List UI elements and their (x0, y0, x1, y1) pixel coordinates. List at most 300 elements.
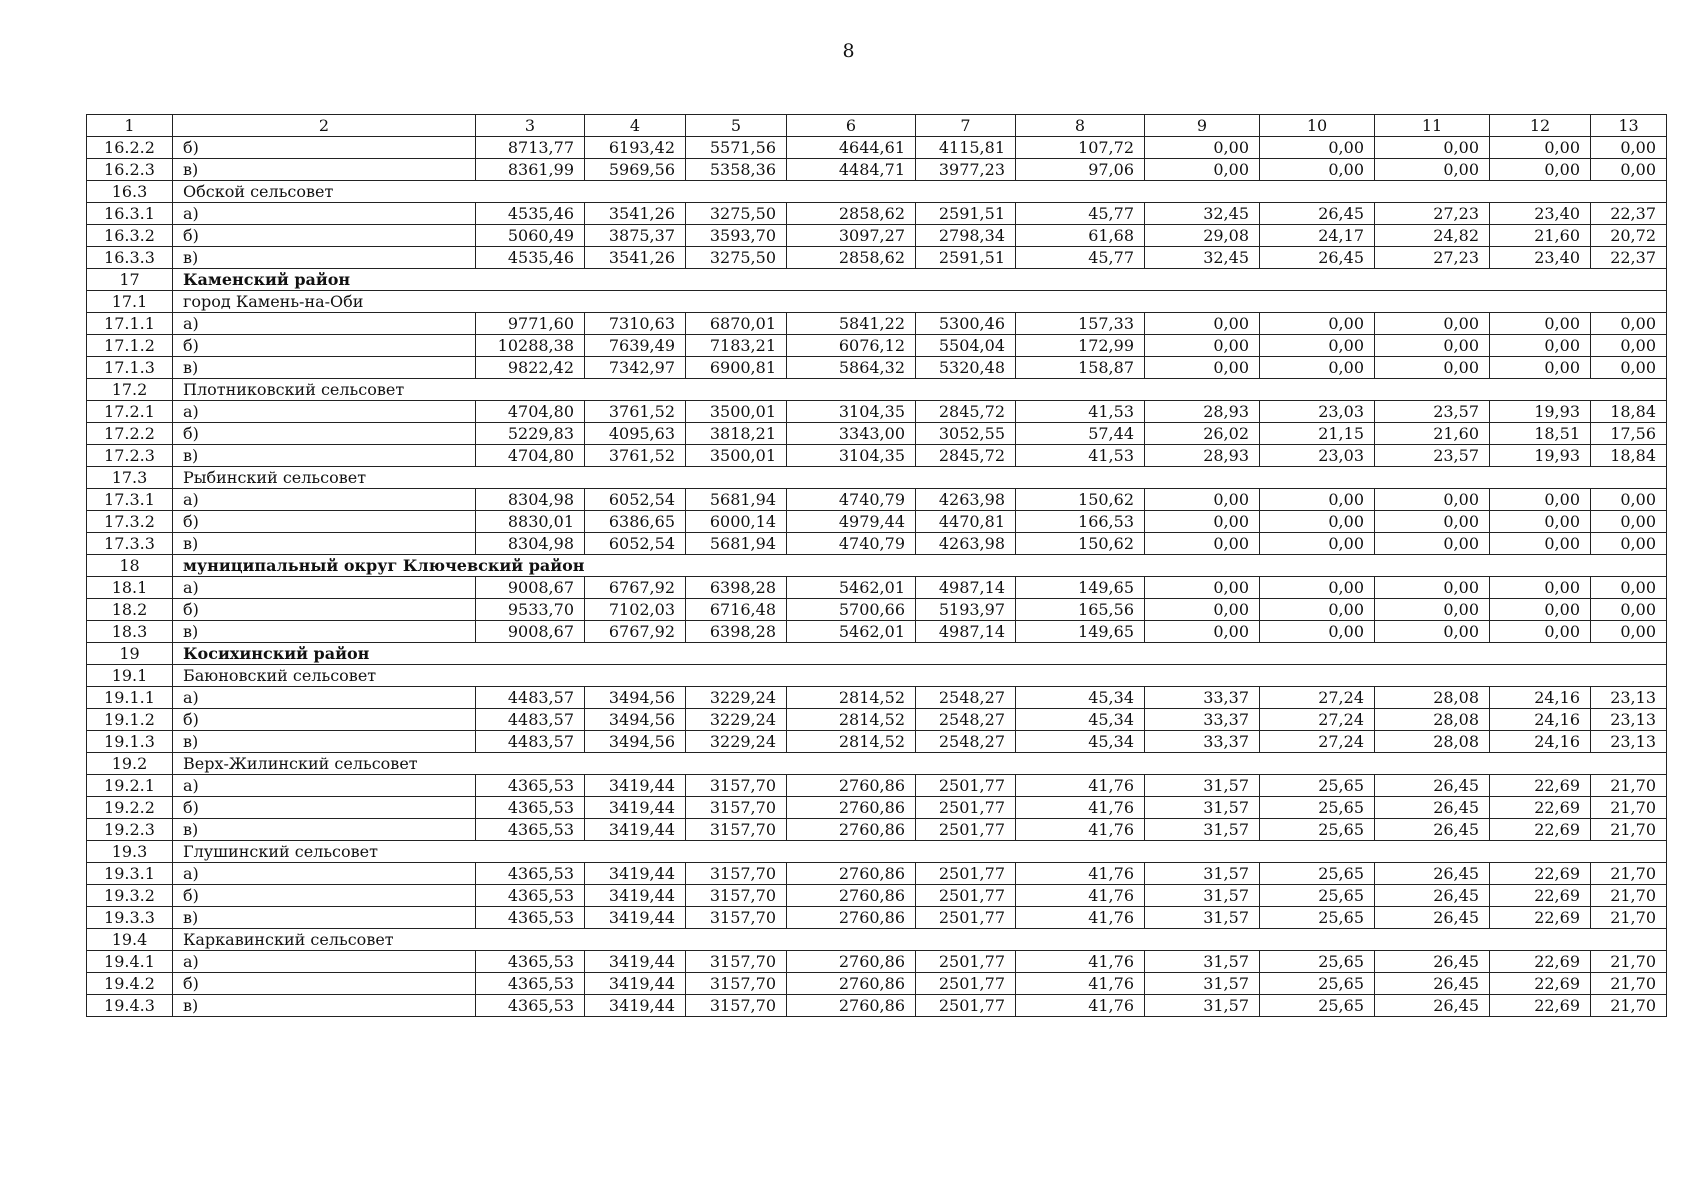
table-cell: 6052,54 (585, 489, 686, 511)
table-cell: 23,40 (1490, 203, 1591, 225)
column-header: 1 (87, 115, 173, 137)
column-header: 5 (686, 115, 787, 137)
row-variant: в) (173, 621, 476, 643)
table-cell: 2845,72 (916, 401, 1016, 423)
table-cell: 0,00 (1375, 137, 1490, 159)
row-variant: б) (173, 885, 476, 907)
table-cell: 27,24 (1260, 731, 1375, 753)
table-cell: 2814,52 (787, 687, 916, 709)
table-cell: 24,16 (1490, 731, 1591, 753)
table-cell: 0,00 (1490, 137, 1591, 159)
table-cell: 5300,46 (916, 313, 1016, 335)
table-cell: 0,00 (1591, 313, 1667, 335)
table-cell: 6398,28 (686, 577, 787, 599)
table-cell: 26,45 (1375, 797, 1490, 819)
table-row (87, 863, 1667, 885)
table-cell: 3761,52 (585, 401, 686, 423)
settlement-header-row (87, 753, 1667, 775)
table-cell: 0,00 (1591, 357, 1667, 379)
row-code: 19.3.2 (87, 885, 173, 907)
table-cell: 4987,14 (916, 577, 1016, 599)
row-code: 19.4 (87, 929, 173, 951)
table-cell: 0,00 (1591, 621, 1667, 643)
row-variant: б) (173, 423, 476, 445)
table-cell: 41,76 (1016, 775, 1145, 797)
table-cell: 0,00 (1260, 159, 1375, 181)
table-cell: 45,77 (1016, 247, 1145, 269)
settlement-title: Баюновский сельсовет (173, 665, 1667, 687)
table-cell: 7102,03 (585, 599, 686, 621)
table-cell: 3229,24 (686, 731, 787, 753)
table-cell: 2814,52 (787, 731, 916, 753)
table-cell: 3157,70 (686, 797, 787, 819)
row-variant: в) (173, 445, 476, 467)
table-cell: 23,03 (1260, 401, 1375, 423)
table-cell: 0,00 (1490, 313, 1591, 335)
table-cell: 0,00 (1375, 511, 1490, 533)
table-cell: 4644,61 (787, 137, 916, 159)
table-cell: 4115,81 (916, 137, 1016, 159)
row-variant: в) (173, 995, 476, 1017)
column-header: 6 (787, 115, 916, 137)
table-cell: 0,00 (1591, 511, 1667, 533)
table-cell: 0,00 (1490, 489, 1591, 511)
table-cell: 2760,86 (787, 885, 916, 907)
table-cell: 0,00 (1591, 577, 1667, 599)
table-cell: 0,00 (1375, 489, 1490, 511)
table-cell: 5504,04 (916, 335, 1016, 357)
table-cell: 21,70 (1591, 951, 1667, 973)
table-cell: 3097,27 (787, 225, 916, 247)
row-code: 19 (87, 643, 173, 665)
table-cell: 6900,81 (686, 357, 787, 379)
table-cell: 24,16 (1490, 709, 1591, 731)
table-cell: 0,00 (1145, 137, 1260, 159)
table-row (87, 599, 1667, 621)
table-cell: 2814,52 (787, 709, 916, 731)
column-header: 13 (1591, 115, 1667, 137)
table-cell: 3541,26 (585, 203, 686, 225)
table-cell: 7183,21 (686, 335, 787, 357)
table-cell: 19,93 (1490, 445, 1591, 467)
table-cell: 19,93 (1490, 401, 1591, 423)
table-cell: 57,44 (1016, 423, 1145, 445)
table-cell: 8304,98 (476, 489, 585, 511)
table-cell: 5969,56 (585, 159, 686, 181)
table-cell: 22,69 (1490, 995, 1591, 1017)
table-cell: 3419,44 (585, 775, 686, 797)
row-variant: а) (173, 577, 476, 599)
table-cell: 2501,77 (916, 973, 1016, 995)
table-cell: 31,57 (1145, 819, 1260, 841)
table-cell: 26,02 (1145, 423, 1260, 445)
table-cell: 3761,52 (585, 445, 686, 467)
table-cell: 5864,32 (787, 357, 916, 379)
table-cell: 0,00 (1591, 533, 1667, 555)
table-cell: 0,00 (1591, 335, 1667, 357)
row-code: 19.2.2 (87, 797, 173, 819)
table-cell: 9771,60 (476, 313, 585, 335)
table-cell: 25,65 (1260, 995, 1375, 1017)
table-cell: 0,00 (1490, 599, 1591, 621)
table-cell: 0,00 (1260, 621, 1375, 643)
table-cell: 26,45 (1375, 885, 1490, 907)
row-variant: а) (173, 203, 476, 225)
table-row (87, 357, 1667, 379)
table-cell: 166,53 (1016, 511, 1145, 533)
row-code: 19.4.2 (87, 973, 173, 995)
table-cell: 3494,56 (585, 709, 686, 731)
table-row (87, 401, 1667, 423)
table-cell: 45,34 (1016, 731, 1145, 753)
table-cell: 0,00 (1145, 533, 1260, 555)
row-code: 19.1 (87, 665, 173, 687)
table-cell: 4365,53 (476, 797, 585, 819)
table-cell: 41,76 (1016, 973, 1145, 995)
table-cell: 21,70 (1591, 973, 1667, 995)
table-cell: 0,00 (1145, 357, 1260, 379)
table-cell: 3419,44 (585, 907, 686, 929)
table-cell: 23,40 (1490, 247, 1591, 269)
table-cell: 21,70 (1591, 885, 1667, 907)
table-cell: 0,00 (1490, 511, 1591, 533)
table-row (87, 313, 1667, 335)
table-cell: 27,24 (1260, 687, 1375, 709)
table-cell: 26,45 (1375, 995, 1490, 1017)
table-cell: 0,00 (1375, 599, 1490, 621)
table-cell: 2858,62 (787, 247, 916, 269)
table-row (87, 951, 1667, 973)
table-cell: 2501,77 (916, 819, 1016, 841)
row-code: 17.1 (87, 291, 173, 313)
table-cell: 27,24 (1260, 709, 1375, 731)
district-title: Косихинский район (173, 643, 1667, 665)
column-header: 3 (476, 115, 585, 137)
table-cell: 0,00 (1260, 489, 1375, 511)
table-cell: 20,72 (1591, 225, 1667, 247)
table-row (87, 489, 1667, 511)
table-cell: 45,77 (1016, 203, 1145, 225)
table-cell: 4365,53 (476, 885, 585, 907)
settlement-title: город Камень-на-Оби (173, 291, 1667, 313)
table-cell: 5681,94 (686, 533, 787, 555)
table-cell: 28,93 (1145, 445, 1260, 467)
table-row (87, 247, 1667, 269)
table-cell: 27,23 (1375, 203, 1490, 225)
table-cell: 6076,12 (787, 335, 916, 357)
row-code: 17.1.1 (87, 313, 173, 335)
table-cell: 22,69 (1490, 951, 1591, 973)
table-cell: 2760,86 (787, 797, 916, 819)
table-cell: 23,57 (1375, 401, 1490, 423)
table-cell: 4483,57 (476, 687, 585, 709)
table-row (87, 137, 1667, 159)
row-code: 16.2.3 (87, 159, 173, 181)
settlement-header-row (87, 291, 1667, 313)
table-cell: 4704,80 (476, 401, 585, 423)
row-variant: в) (173, 731, 476, 753)
table-cell: 23,03 (1260, 445, 1375, 467)
table-cell: 22,69 (1490, 775, 1591, 797)
settlement-header-row (87, 181, 1667, 203)
table-row (87, 335, 1667, 357)
row-code: 16.2.2 (87, 137, 173, 159)
row-variant: а) (173, 687, 476, 709)
table-cell: 3157,70 (686, 973, 787, 995)
row-variant: б) (173, 335, 476, 357)
row-code: 17.3.1 (87, 489, 173, 511)
table-cell: 2760,86 (787, 995, 916, 1017)
table-cell: 6398,28 (686, 621, 787, 643)
page-number: 8 (842, 40, 855, 62)
table-cell: 18,84 (1591, 445, 1667, 467)
table-cell: 23,13 (1591, 709, 1667, 731)
table-cell: 41,76 (1016, 797, 1145, 819)
table-cell: 0,00 (1490, 621, 1591, 643)
table-row (87, 159, 1667, 181)
table-cell: 2548,27 (916, 709, 1016, 731)
row-variant: б) (173, 973, 476, 995)
table-cell: 33,37 (1145, 687, 1260, 709)
table-cell: 31,57 (1145, 973, 1260, 995)
table-cell: 3157,70 (686, 885, 787, 907)
table-cell: 4263,98 (916, 533, 1016, 555)
table-cell: 0,00 (1145, 159, 1260, 181)
row-code: 19.3.1 (87, 863, 173, 885)
table-cell: 31,57 (1145, 863, 1260, 885)
table-cell: 24,82 (1375, 225, 1490, 247)
table-cell: 22,69 (1490, 863, 1591, 885)
table-row (87, 533, 1667, 555)
table-cell: 31,57 (1145, 885, 1260, 907)
table-cell: 31,57 (1145, 995, 1260, 1017)
table-cell: 0,00 (1375, 335, 1490, 357)
table-cell: 0,00 (1260, 599, 1375, 621)
row-code: 19.1.1 (87, 687, 173, 709)
column-header: 12 (1490, 115, 1591, 137)
table-cell: 5060,49 (476, 225, 585, 247)
row-code: 16.3 (87, 181, 173, 203)
table-cell: 2760,86 (787, 819, 916, 841)
table-cell: 0,00 (1591, 137, 1667, 159)
table-cell: 4535,46 (476, 247, 585, 269)
table-cell: 4365,53 (476, 863, 585, 885)
table-cell: 0,00 (1260, 533, 1375, 555)
table-cell: 3157,70 (686, 995, 787, 1017)
table-cell: 21,15 (1260, 423, 1375, 445)
district-header-row (87, 555, 1667, 577)
table-cell: 9008,67 (476, 577, 585, 599)
table-cell: 29,08 (1145, 225, 1260, 247)
table-cell: 107,72 (1016, 137, 1145, 159)
table-row (87, 203, 1667, 225)
table-cell: 25,65 (1260, 775, 1375, 797)
settlement-header-row (87, 379, 1667, 401)
table-cell: 41,53 (1016, 445, 1145, 467)
table-cell: 22,37 (1591, 203, 1667, 225)
table-row (87, 423, 1667, 445)
table-cell: 3157,70 (686, 775, 787, 797)
table-cell: 3157,70 (686, 863, 787, 885)
table-cell: 3419,44 (585, 885, 686, 907)
table-cell: 28,08 (1375, 731, 1490, 753)
row-variant: а) (173, 489, 476, 511)
table-cell: 0,00 (1145, 599, 1260, 621)
table-cell: 28,08 (1375, 687, 1490, 709)
row-variant: б) (173, 511, 476, 533)
row-code: 16.3.2 (87, 225, 173, 247)
table-cell: 3419,44 (585, 995, 686, 1017)
table-cell: 10288,38 (476, 335, 585, 357)
table-row (87, 445, 1667, 467)
table-cell: 3541,26 (585, 247, 686, 269)
table-cell: 0,00 (1145, 335, 1260, 357)
table-row (87, 731, 1667, 753)
row-code: 17.1.2 (87, 335, 173, 357)
table-cell: 21,70 (1591, 819, 1667, 841)
table-cell: 3157,70 (686, 819, 787, 841)
table-cell: 0,00 (1145, 313, 1260, 335)
table-cell: 23,13 (1591, 731, 1667, 753)
table-cell: 8830,01 (476, 511, 585, 533)
table-cell: 22,69 (1490, 973, 1591, 995)
table-row (87, 995, 1667, 1017)
table-cell: 3343,00 (787, 423, 916, 445)
table-cell: 8713,77 (476, 137, 585, 159)
row-variant: б) (173, 225, 476, 247)
table-cell: 3104,35 (787, 445, 916, 467)
table-cell: 0,00 (1145, 489, 1260, 511)
table-cell: 28,08 (1375, 709, 1490, 731)
row-code: 19.3.3 (87, 907, 173, 929)
table-cell: 6000,14 (686, 511, 787, 533)
table-cell: 5681,94 (686, 489, 787, 511)
row-code: 18.2 (87, 599, 173, 621)
table-row (87, 621, 1667, 643)
table-cell: 3157,70 (686, 951, 787, 973)
table-cell: 3977,23 (916, 159, 1016, 181)
table-cell: 4740,79 (787, 533, 916, 555)
row-code: 18.3 (87, 621, 173, 643)
table-cell: 6193,42 (585, 137, 686, 159)
table-cell: 25,65 (1260, 797, 1375, 819)
table-cell: 26,45 (1375, 907, 1490, 929)
table-cell: 3500,01 (686, 401, 787, 423)
column-header: 4 (585, 115, 686, 137)
table-cell: 3818,21 (686, 423, 787, 445)
table-cell: 5229,83 (476, 423, 585, 445)
table-cell: 4365,53 (476, 775, 585, 797)
district-header-row (87, 269, 1667, 291)
table-cell: 3104,35 (787, 401, 916, 423)
table-cell: 23,57 (1375, 445, 1490, 467)
table-cell: 23,13 (1591, 687, 1667, 709)
table-cell: 0,00 (1375, 533, 1490, 555)
table-cell: 3419,44 (585, 951, 686, 973)
table-cell: 22,69 (1490, 819, 1591, 841)
table-cell: 45,34 (1016, 687, 1145, 709)
table-cell: 6767,92 (585, 621, 686, 643)
table-cell: 3419,44 (585, 863, 686, 885)
row-code: 17.2 (87, 379, 173, 401)
row-code: 19.2 (87, 753, 173, 775)
table-cell: 26,45 (1375, 775, 1490, 797)
table-cell: 0,00 (1375, 357, 1490, 379)
table-row (87, 797, 1667, 819)
row-variant: в) (173, 247, 476, 269)
table-cell: 25,65 (1260, 951, 1375, 973)
row-variant: в) (173, 533, 476, 555)
table-cell: 25,65 (1260, 907, 1375, 929)
table-cell: 3275,50 (686, 203, 787, 225)
table-row (87, 225, 1667, 247)
table-cell: 165,56 (1016, 599, 1145, 621)
column-header: 11 (1375, 115, 1490, 137)
table-cell: 157,33 (1016, 313, 1145, 335)
table-cell: 7310,63 (585, 313, 686, 335)
table-cell: 25,65 (1260, 863, 1375, 885)
table-cell: 4365,53 (476, 951, 585, 973)
table-cell: 3419,44 (585, 973, 686, 995)
table-cell: 4484,71 (787, 159, 916, 181)
district-title: муниципальный округ Ключевский район (173, 555, 1667, 577)
table-cell: 4979,44 (787, 511, 916, 533)
table-cell: 2845,72 (916, 445, 1016, 467)
column-number-row (87, 115, 1667, 137)
column-header: 10 (1260, 115, 1375, 137)
table-cell: 4483,57 (476, 731, 585, 753)
table-cell: 45,34 (1016, 709, 1145, 731)
table-cell: 33,37 (1145, 709, 1260, 731)
table-cell: 3229,24 (686, 709, 787, 731)
table-cell: 3052,55 (916, 423, 1016, 445)
table-cell: 21,60 (1490, 225, 1591, 247)
table-cell: 3500,01 (686, 445, 787, 467)
table-cell: 4470,81 (916, 511, 1016, 533)
row-code: 17.2.1 (87, 401, 173, 423)
table-row (87, 819, 1667, 841)
row-variant: в) (173, 819, 476, 841)
table-cell: 25,65 (1260, 973, 1375, 995)
table-cell: 31,57 (1145, 775, 1260, 797)
table-cell: 0,00 (1375, 159, 1490, 181)
table-cell: 0,00 (1375, 621, 1490, 643)
row-code: 17.3.3 (87, 533, 173, 555)
row-code: 17.1.3 (87, 357, 173, 379)
table-cell: 150,62 (1016, 533, 1145, 555)
table-cell: 9533,70 (476, 599, 585, 621)
column-header: 7 (916, 115, 1016, 137)
settlement-header-row (87, 467, 1667, 489)
table-cell: 21,70 (1591, 907, 1667, 929)
table-cell: 22,37 (1591, 247, 1667, 269)
table-row (87, 775, 1667, 797)
table-cell: 26,45 (1375, 863, 1490, 885)
table-cell: 97,06 (1016, 159, 1145, 181)
row-variant: а) (173, 951, 476, 973)
table-cell: 41,53 (1016, 401, 1145, 423)
table-row (87, 709, 1667, 731)
table-cell: 3875,37 (585, 225, 686, 247)
row-code: 17.3 (87, 467, 173, 489)
table-cell: 2501,77 (916, 797, 1016, 819)
table-cell: 5841,22 (787, 313, 916, 335)
table-cell: 4535,46 (476, 203, 585, 225)
table-cell: 17,56 (1591, 423, 1667, 445)
table-cell: 2798,34 (916, 225, 1016, 247)
table-cell: 0,00 (1490, 533, 1591, 555)
table-cell: 3494,56 (585, 687, 686, 709)
